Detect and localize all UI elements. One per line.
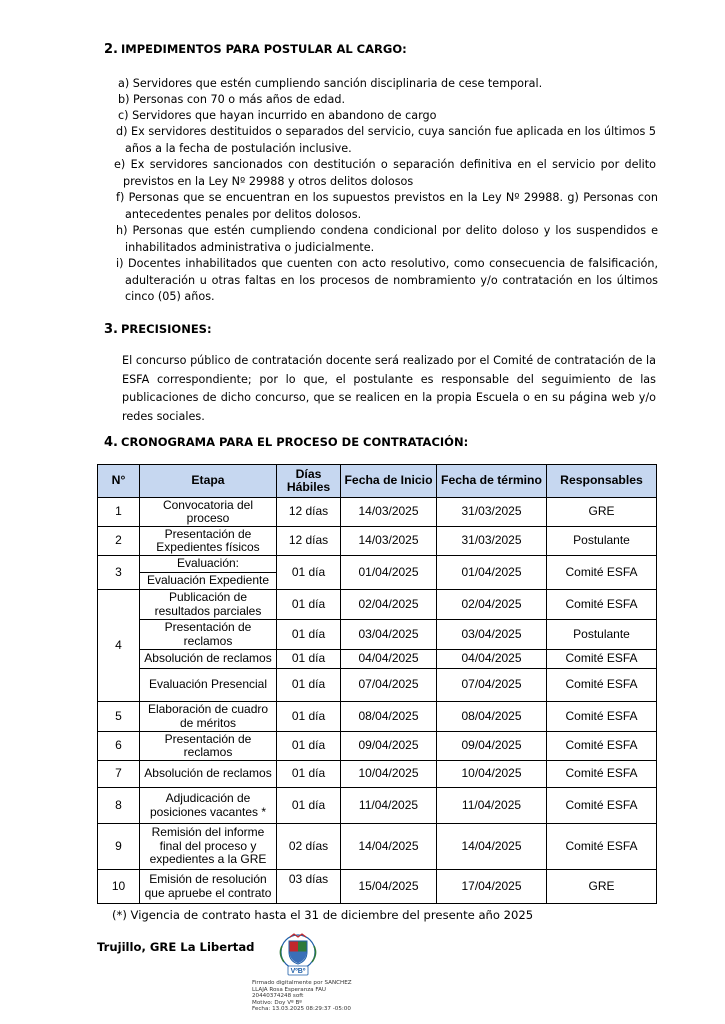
table-cell: 04/04/2025 [341, 650, 437, 669]
table-cell: 01 día [277, 650, 341, 669]
table-cell: 31/03/2025 [437, 498, 547, 527]
table-cell: 10 [98, 870, 140, 904]
table-row [98, 702, 657, 732]
table-row [98, 590, 657, 620]
header-cell: N° [98, 465, 140, 498]
table-cell: 01 día [277, 556, 341, 590]
table-cell: 3 [98, 556, 140, 590]
table-cell: Comité ESFA [547, 556, 657, 590]
digital-signature-block [252, 980, 352, 1013]
table-cell: Comité ESFA [547, 590, 657, 620]
table-cell: Presentación de reclamos [140, 620, 277, 650]
table-cell: 7 [98, 761, 140, 788]
signature-line: Motivo: Doy Vº Bº [252, 999, 302, 1006]
section-number: 4. [104, 435, 118, 450]
table-cell: Comité ESFA [547, 824, 657, 870]
list-item: c) Servidores que hayan incurrido en abandono de cargo [118, 109, 437, 122]
table-cell: Absolución de reclamos [140, 761, 277, 788]
section-title: PRECISIONES: [121, 322, 212, 336]
table-row [98, 556, 657, 573]
schedule-table [97, 464, 657, 904]
table-row [98, 761, 657, 788]
signature-line: Fecha: 13.03.2025 08:29:37 -05:00 [252, 1006, 351, 1013]
list-item: b) Personas con 70 o más años de edad. [118, 93, 346, 106]
table-cell: 9 [98, 824, 140, 870]
table-cell: 14/03/2025 [341, 498, 437, 527]
stamp-label: VºBº [290, 968, 306, 976]
table-cell: 02 días [277, 824, 341, 870]
table-cell: 04/04/2025 [437, 650, 547, 669]
table-cell: Evaluación Expediente [140, 573, 277, 590]
contract-footnote: (*) Vigencia de contrato hasta el 31 de diciembre del presente año 2025 [112, 908, 534, 922]
table-cell: 03 días [277, 870, 341, 904]
table-cell: 11/04/2025 [341, 788, 437, 824]
precisiones-paragraph: El concurso público de contratación docente será realizado por el Comité de contratación de la ESFA correspondiente; por lo que, el postulante es responsable del seguimiento de las publicaciones de dicho concurso, que se realicen en la propia Escuela o en su página web y/o redes sociales. [122, 354, 656, 423]
table-cell: Convocatoria del proceso [140, 498, 277, 527]
table-cell: Absolución de reclamos [140, 650, 277, 669]
visto-bueno-seal-icon [272, 932, 324, 978]
header-cell: Días Hábiles [277, 465, 341, 498]
table-cell: 01 día [277, 702, 341, 732]
list-item: f) Personas que se encuentran en los supuestos previstos en la Ley Nº 29988. g) Personas con antecedentes penales por delitos dolosos. [116, 191, 658, 221]
table-cell: 6 [98, 732, 140, 761]
table-cell: 03/04/2025 [341, 620, 437, 650]
table-cell: Postulante [547, 527, 657, 556]
header-cell: Etapa [140, 465, 277, 498]
table-cell: Comité ESFA [547, 702, 657, 732]
header-cell: Responsables [547, 465, 657, 498]
table-cell: 08/04/2025 [437, 702, 547, 732]
table-cell: 09/04/2025 [341, 732, 437, 761]
table-cell: Comité ESFA [547, 669, 657, 702]
table-cell: 01 día [277, 761, 341, 788]
table-cell: Adjudicación de posiciones vacantes * [140, 788, 277, 824]
section-title: IMPEDIMENTOS PARA POSTULAR AL CARGO: [121, 42, 407, 56]
table-cell: 17/04/2025 [437, 870, 547, 904]
signature-line: Firmado digitalmente por SANCHEZ [252, 980, 352, 986]
list-item: i) Docentes inhabilitados que cuenten con acto resolutivo, como consecuencia de falsificación, adulteración u otras faltas en los procesos de nombramiento y/o contratación en los últimos cinco (05) años. [116, 257, 658, 303]
table-cell: Evaluación: [140, 556, 277, 573]
table-cell: 09/04/2025 [437, 732, 547, 761]
table-cell: Presentación de reclamos [140, 732, 277, 761]
table-cell: 10/04/2025 [437, 761, 547, 788]
table-cell: 4 [98, 590, 140, 702]
section-2-heading [104, 42, 407, 57]
table-row [98, 824, 657, 870]
table-cell: 8 [98, 788, 140, 824]
table-cell: 01 día [277, 590, 341, 620]
table-cell: Comité ESFA [547, 732, 657, 761]
table-cell: 01/04/2025 [341, 556, 437, 590]
table-cell: GRE [547, 498, 657, 527]
table-cell: Remisión del informe final del proceso y expedientes a la GRE [140, 824, 277, 870]
table-cell: 01 día [277, 788, 341, 824]
table-cell: Emisión de resolución que apruebe el contrato [140, 870, 277, 904]
table-cell: 08/04/2025 [341, 702, 437, 732]
table-cell: 03/04/2025 [437, 620, 547, 650]
table-row [98, 620, 657, 650]
table-cell: 14/04/2025 [437, 824, 547, 870]
table-cell: 12 días [277, 498, 341, 527]
table-cell: Postulante [547, 620, 657, 650]
table-cell: Presentación de Expedientes físicos [140, 527, 277, 556]
table-cell: Publicación de resultados parciales [140, 590, 277, 620]
table-cell: 01 día [277, 620, 341, 650]
table-cell: 07/04/2025 [341, 669, 437, 702]
table-cell: Comité ESFA [547, 788, 657, 824]
list-item: e) Ex servidores sancionados con destitución o separación definitiva en el servicio por delito previstos en la Ley Nº 29988 y otros delitos dolosos [114, 158, 656, 188]
table-cell: GRE [547, 870, 657, 904]
table-header-row [98, 465, 657, 498]
table-cell: Comité ESFA [547, 650, 657, 669]
section-title: CRONOGRAMA PARA EL PROCESO DE CONTRATACIÓN: [121, 435, 469, 449]
table-cell: 5 [98, 702, 140, 732]
table-cell: 01 día [277, 732, 341, 761]
section-3-heading [104, 322, 212, 337]
city-signature-line: Trujillo, GRE La Libertad [97, 940, 255, 954]
table-cell: 2 [98, 527, 140, 556]
signature-line: 20440374248 soft [252, 993, 304, 1000]
table-cell: 10/04/2025 [341, 761, 437, 788]
table-cell: 01/04/2025 [437, 556, 547, 590]
table-cell: 01 día [277, 669, 341, 702]
table-row [98, 669, 657, 702]
table-row [98, 650, 657, 669]
list-item: a) Servidores que estén cumpliendo sanción disciplinaria de cese temporal. [118, 77, 543, 90]
table-cell: 14/03/2025 [341, 527, 437, 556]
table-cell: Evaluación Presencial [140, 669, 277, 702]
header-cell: Fecha de término [437, 465, 547, 498]
table-cell: 02/04/2025 [437, 590, 547, 620]
header-cell: Fecha de Inicio [341, 465, 437, 498]
table-cell: 11/04/2025 [437, 788, 547, 824]
section-4-heading [104, 435, 468, 450]
table-cell: 02/04/2025 [341, 590, 437, 620]
section-number: 2. [104, 42, 118, 57]
table-row [98, 732, 657, 761]
table-row [98, 527, 657, 556]
table-cell: 1 [98, 498, 140, 527]
table-cell: 12 días [277, 527, 341, 556]
signature-line: LLAJA Rosa Esperanza FAU [252, 986, 327, 993]
list-item: d) Ex servidores destituidos o separados del servicio, cuya sanción fue aplicada en los últimos 5 años a la fecha de postulación inclusive. [116, 125, 656, 155]
table-cell: Comité ESFA [547, 761, 657, 788]
table-row [98, 788, 657, 824]
table-row [98, 498, 657, 527]
section-number: 3. [104, 322, 118, 337]
table-cell: Elaboración de cuadro de méritos [140, 702, 277, 732]
table-cell: 14/04/2025 [341, 824, 437, 870]
table-cell: 07/04/2025 [437, 669, 547, 702]
table-row [98, 870, 657, 904]
list-item: h) Personas que estén cumpliendo condena condicional por delito doloso y los suspendidos e inhabilitados administrativa o judicialmente. [116, 224, 658, 254]
table-cell: 15/04/2025 [341, 870, 437, 904]
table-cell: 31/03/2025 [437, 527, 547, 556]
